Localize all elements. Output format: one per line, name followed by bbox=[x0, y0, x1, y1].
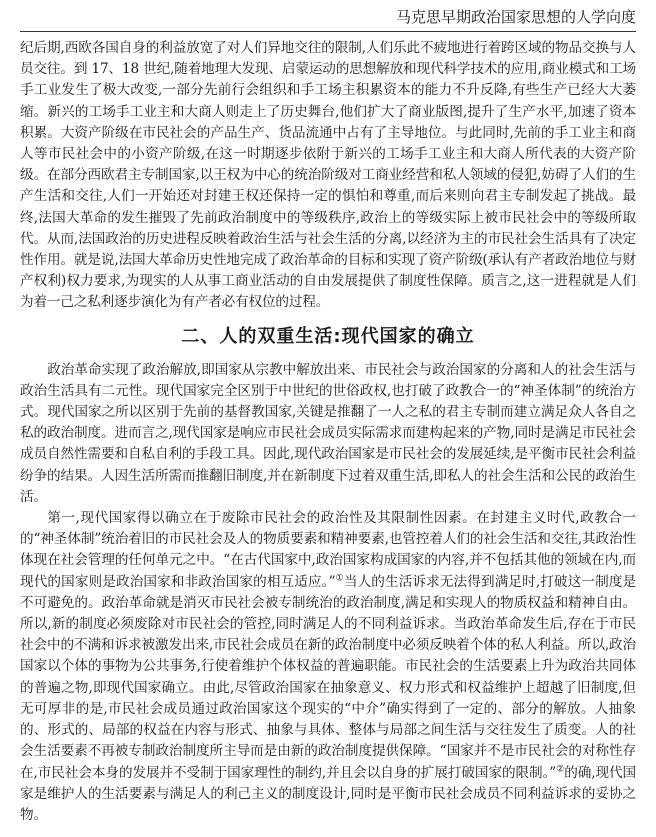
footnote-marker-2[interactable]: ② bbox=[556, 763, 565, 774]
footnote-marker-1[interactable]: ① bbox=[335, 573, 344, 584]
section-heading: 二、人的双重生活:现代国家的确立 bbox=[181, 325, 475, 347]
running-header bbox=[20, 6, 636, 32]
running-title: 马克思早期政治国家思想的人学向度 bbox=[395, 8, 636, 26]
paragraph-first-point bbox=[20, 508, 636, 826]
paragraph-continued: 纪后期,西欧各国自身的利益放宽了对人们异地交往的限制,人们乐此不疲地进行着跨区域的物品交换与人员交往。到 17、18 世纪,随着地理大发现、启蒙运动的思想解放和现代科学技术的应用,商业模式和工场手工业发生了极大改变,一部分先前行会组织和手工场主积累资本的能力不升反降,有些生产已经大大萎缩。新兴的工场手工业主和大商人则走上了历史舞台,他们扩大了商业版图,提升了生产水平,加速了资本积累。大资产阶级在市民社会的产品生产、货品流通中占有了主导地位。与此同时,先前的手工业主和商人等市民社会中的小资产阶级,在这一时期逐步依附于新兴的工场手工业主和大商人所代表的大资产阶级。在部分西欧君主专制国家,以王权为中心的统治阶级对工商业经营和私人领域的侵犯,妨碍了人们的生产生活和交往,人们一开始还对封建王权还保持一定的惧怕和尊重,而后来则向君主专制发起了挑战。最终,法国大革命的发生摧毁了先前政治制度中的等级秩序,政治上的等级实际上被市民社会中的等级所取代。从而,法国政治的历史进程反映着政治生活与社会生活的分离,以经济为主的市民社会生活具有了决定性作用。就是说,法国大革命历史性地完成了政治革命的目标和实现了资产阶级(承认有产者政治地位与财产权利)权力要求,为现实的人从事工商业活动的自由发展提供了制度性保障。质言之,这一进程就是人们为着一己之私利逐步演化为有产者必有权位的过程。 bbox=[20, 40, 636, 311]
paragraph-text-part-2: 当人的生活诉求无法得到满足时,打破这一制度是不可避免的。政治革命就是消灭市民社会被专制统治的政治制度,满足和实现人的物质权益和精神自由。所以,新的制度必须废除对市民社会的管控,同时满足人的不同利益诉求。当政治革命发生后,存在于市民社会中的不满和诉求被激发出来,市民社会成员在新的政治制度中必须反映着个体的私人利益。所以,政治国家以个体的事物为公共事务,行使着维护个体权益的普遍职能。市民社会的生活要素上升为政治共同体的普遍之物,即现代国家确立。由此,尽管政治国家在抽象意义、权力形式和权益维护上超越了旧制度,但无可厚非的是,市民社会成员通过政治国家这个现实的“中介”确实得到了一定的、部分的解放。人抽象的、形式的、局部的权益在内容与形式、抽象与具体、整体与局部之间生活与交往发生了质变。人的社会生活要素不再被专制政治制度所主导而是由新的政治制度提供保障。“国家并不是市民社会的对称性存在,市民社会本身的发展并不受制于国家理性的制约,并且会以自身的扩展打破国家的限制。” bbox=[20, 573, 636, 781]
paragraph-political-revolution: 政治革命实现了政治解放,即国家从宗教中解放出来、市民社会与政治国家的分离和人的社会生活与政治生活具有二元性。现代国家完全区别于中世纪的世俗政权,也打破了政教合一的“神圣体制”的统治方式。现代国家之所以区别于先前的基督教国家,关键是推翻了一人之私的君主专制而建立满足众人各自之私的政治制度。进而言之,现代国家是响应市民社会成员实际需求而建构起来的产物,同时是满足市民社会成员自然性需要和自私自利的手段工具。因此,现代政治国家是市民社会的发展延续,是平衡市民社会利益纷争的结果。人因生活所需而推翻旧制度,并在新制度下过着双重生活,即私人的社会生活和公民的政治生活。 bbox=[20, 361, 636, 505]
paragraph-text-part-3: 的确,现代国家是维护人的生活要素与满足人的利己主义的制度设计,同时是平衡市民社会成员不同利益诉求的妥协之物。 bbox=[20, 764, 636, 823]
page-body bbox=[20, 38, 636, 826]
paragraph-text-part-1: 第一,现代国家得以确立在于废除市民社会的政治性及其限制性因素。在封建主义时代,政教合一的“神圣体制”统治着旧的市民社会及人的物质要素和精神要素,也管控着人们的社会生活和交往,其政治性体现在社会管理的任何单元之中。“在古代国家中,政治国家构成国家的内容,并不包括其他的领域在内,而现代的国家则是政治国家和非政治国家的相互适应。” bbox=[20, 510, 636, 590]
